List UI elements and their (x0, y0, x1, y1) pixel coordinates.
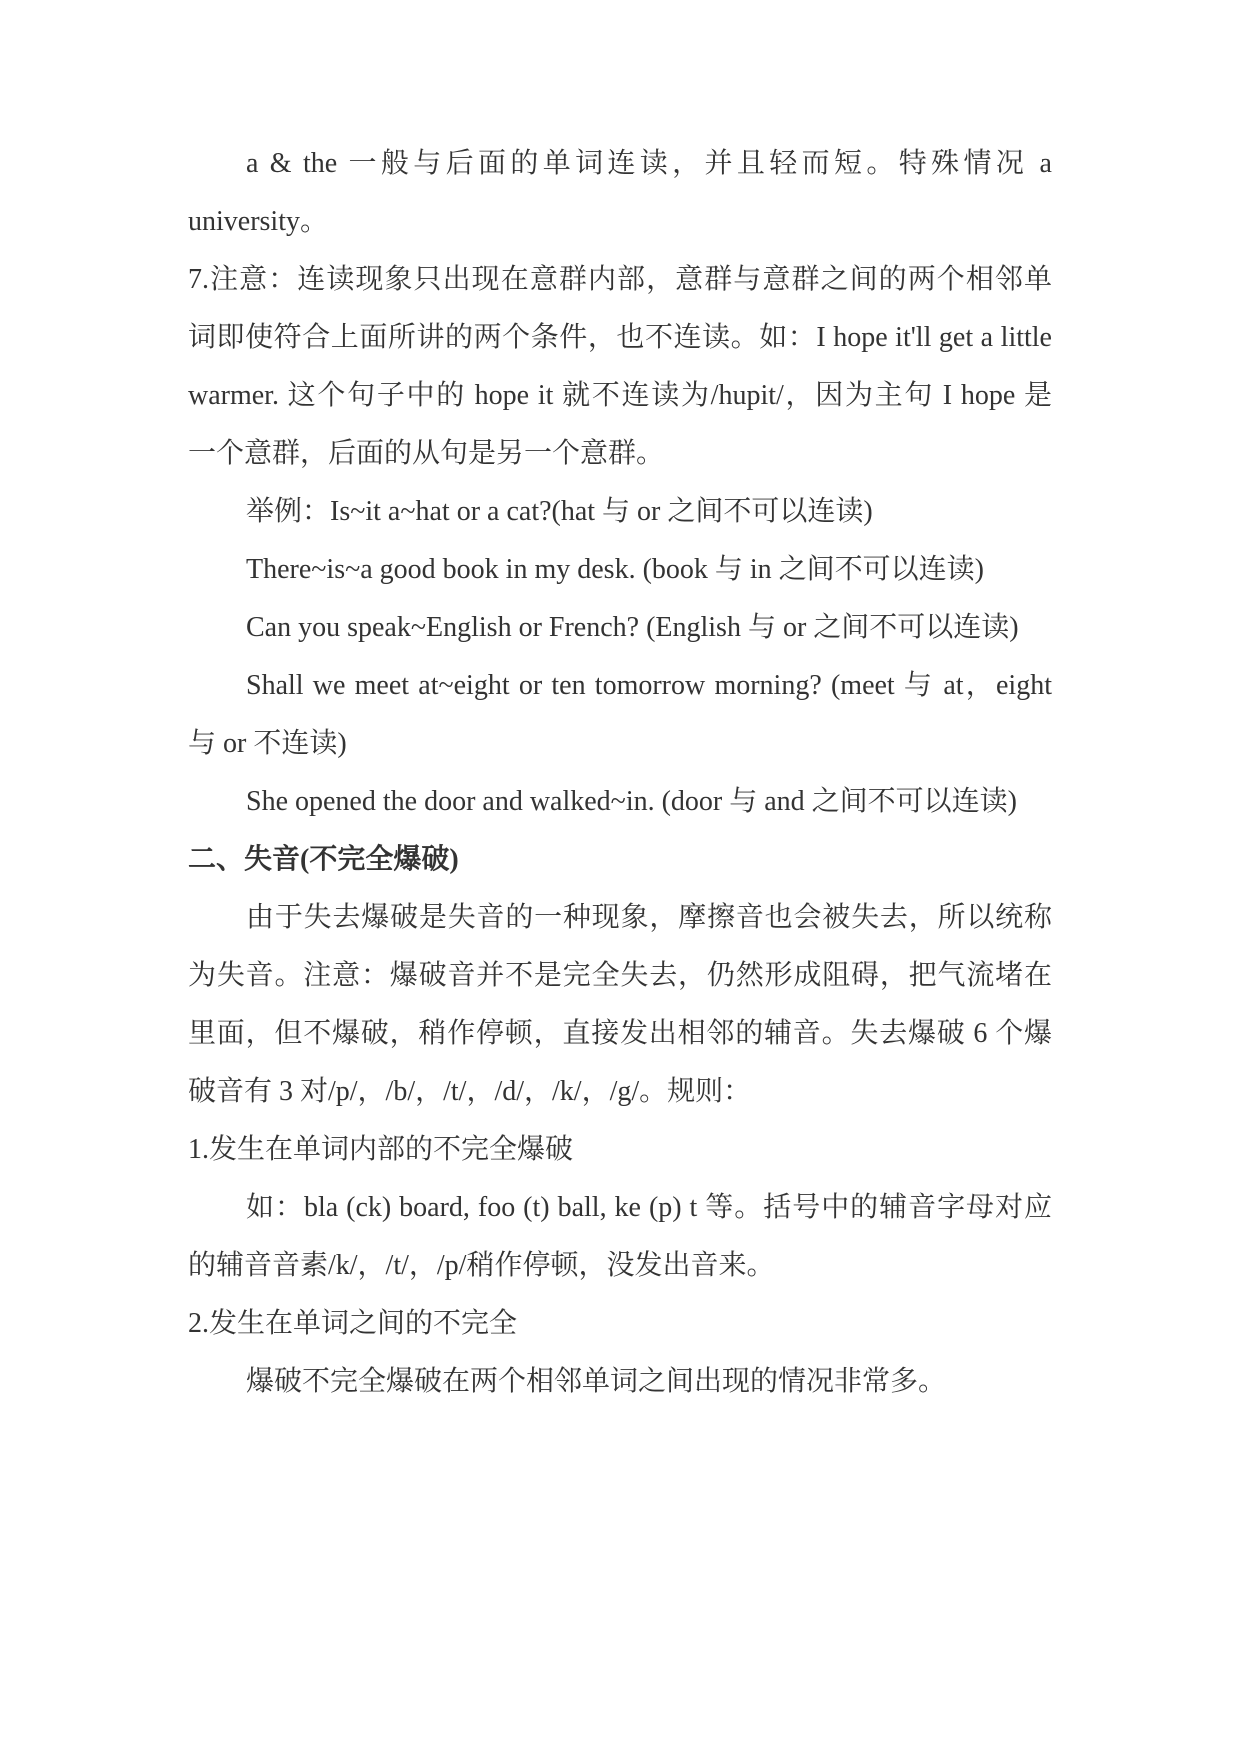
example-line: Shall we meet at~eight or ten tomorrow morning? (meet 与 at，eight (246, 670, 1052, 701)
rule-heading: 2.发生在单词之间的不完全 (188, 1308, 518, 1339)
section-heading: 二、失音(不完全爆破) (188, 844, 459, 875)
paragraph-line: 爆破不完全爆破在两个相邻单词之间出现的情况非常多。 (246, 1366, 947, 1397)
paragraph-line: 一个意群，后面的从句是另一个意群。 (188, 438, 665, 469)
example-line: There~is~a good book in my desk. (book 与 in 之间不可以连读) (246, 554, 984, 585)
paragraph-line: 由于失去爆破是失音的一种现象，摩擦音也会被失去，所以统称 (246, 902, 1052, 933)
example-line: 与 or 不连读) (188, 728, 347, 759)
example-line: 举例：Is~it a~hat or a cat?(hat 与 or 之间不可以连读) (246, 496, 873, 527)
paragraph-line: 如：bla (ck) board, foo (t) ball, ke (p) t 等。括号中的辅音字母对应 (246, 1192, 1052, 1223)
paragraph-line: 为失音。注意：爆破音并不是完全失去，仍然形成阻碍，把气流堵在 (188, 960, 1052, 991)
paragraph-line: 里面，但不爆破，稍作停顿，直接发出相邻的辅音。失去爆破 6 个爆 (188, 1018, 1052, 1049)
paragraph-line: 词即使符合上面所讲的两个条件，也不连读。如：I hope it'll get a little (188, 322, 1052, 353)
example-line: She opened the door and walked~in. (door 与 and 之间不可以连读) (246, 786, 1017, 817)
paragraph-line: warmer. 这个句子中的 hope it 就不连读为/hupit/，因为主句 I hope 是 (188, 380, 1052, 411)
paragraph-line: university。 (188, 206, 328, 237)
paragraph-line: 7.注意：连读现象只出现在意群内部，意群与意群之间的两个相邻单 (188, 264, 1052, 295)
paragraph-line: 的辅音音素/k/，/t/，/p/稍作停顿，没发出音来。 (188, 1250, 775, 1281)
paragraph-line: 破音有 3 对/p/，/b/，/t/，/d/，/k/，/g/。规则： (188, 1076, 752, 1107)
example-line: Can you speak~English or French? (English 与 or 之间不可以连读) (246, 612, 1019, 643)
paragraph-line: a & the 一般与后面的单词连读，并且轻而短。特殊情况 a (246, 148, 1052, 179)
rule-heading: 1.发生在单词内部的不完全爆破 (188, 1134, 574, 1165)
